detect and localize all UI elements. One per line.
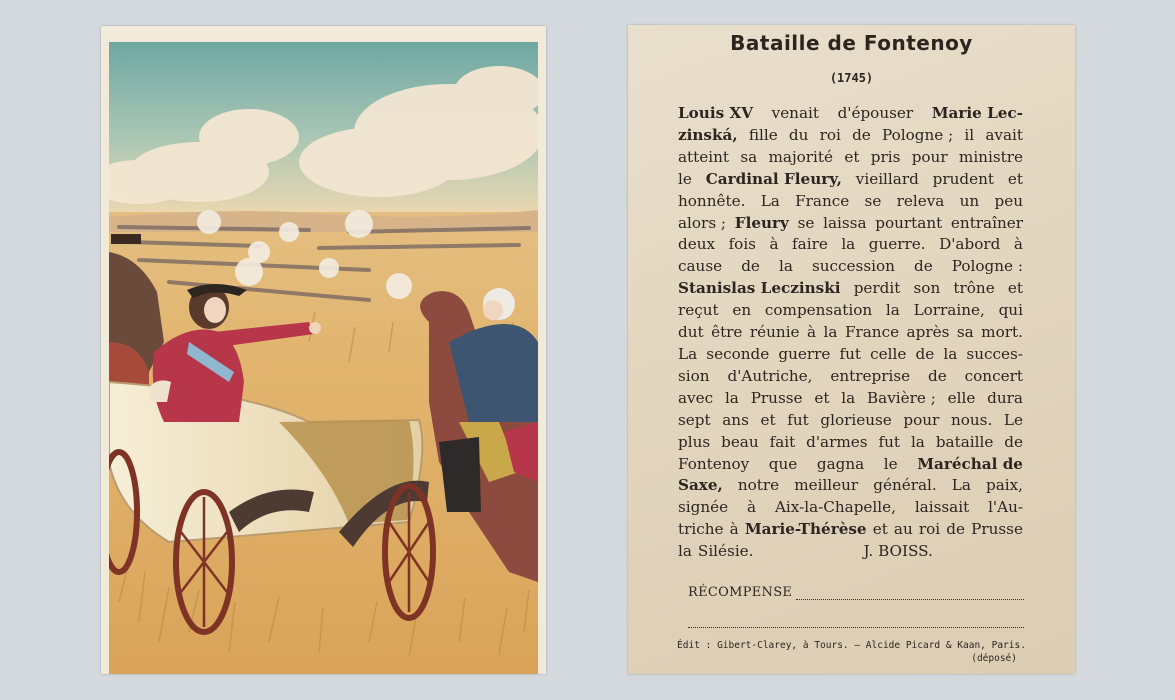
text-word: notre bbox=[737, 476, 780, 495]
text-word: Pologne ; bbox=[882, 125, 954, 144]
text-word: de bbox=[913, 257, 933, 276]
text-word: à bbox=[729, 520, 739, 539]
text-word: venait bbox=[771, 104, 819, 122]
text-word: Silésie. bbox=[697, 542, 754, 561]
text-word: et bbox=[814, 388, 830, 407]
text-word: peu bbox=[994, 191, 1023, 210]
text-word: sion bbox=[678, 366, 710, 385]
text-word: D'abord bbox=[939, 235, 1001, 254]
text-word: la bbox=[910, 432, 925, 451]
text-word: Marie-Thérèse bbox=[744, 520, 867, 539]
text-word: Saxe, bbox=[678, 476, 723, 495]
text-line bbox=[678, 344, 1023, 366]
text-word: alors ; bbox=[678, 213, 727, 232]
text-line bbox=[678, 475, 1023, 497]
text-word: mort. bbox=[981, 323, 1023, 342]
text-word: prudent bbox=[932, 169, 995, 188]
text-word: Cardinal Fleury, bbox=[705, 169, 842, 188]
divider-dotted-line bbox=[688, 627, 1024, 628]
text-word: la bbox=[678, 542, 692, 561]
text-line bbox=[678, 454, 1023, 476]
text-line bbox=[678, 234, 1023, 256]
text-word: Maréchal de bbox=[917, 454, 1023, 473]
text-word: atteint bbox=[678, 147, 729, 166]
text-word: Marie Lec- bbox=[931, 104, 1023, 122]
text-word: Lorraine, bbox=[913, 301, 985, 320]
text-line bbox=[678, 147, 1023, 169]
text-word: trône bbox=[953, 279, 995, 298]
text-word: laissait bbox=[914, 498, 970, 517]
text-line bbox=[678, 519, 1023, 541]
card-title: Bataille de Fontenoy bbox=[730, 31, 973, 55]
text-word: Aix-la-Chapelle, bbox=[774, 498, 896, 517]
text-word: en bbox=[732, 301, 752, 320]
text-word: de bbox=[741, 257, 760, 276]
text-word: fois bbox=[728, 235, 756, 254]
text-word: la bbox=[841, 235, 856, 254]
text-word: la bbox=[778, 257, 793, 276]
text-word: à bbox=[807, 323, 817, 342]
text-line bbox=[678, 103, 1023, 125]
text-word: guerre. bbox=[868, 235, 926, 254]
text-word: de bbox=[946, 520, 965, 539]
text-word: à bbox=[769, 235, 779, 254]
text-word: Pologne : bbox=[951, 257, 1023, 276]
text-word: Fleury bbox=[734, 213, 789, 232]
text-word: concert bbox=[964, 366, 1023, 385]
text-line bbox=[678, 366, 1023, 388]
text-word: de bbox=[852, 125, 871, 144]
text-line bbox=[678, 213, 1023, 235]
text-word: d'Autriche, bbox=[727, 366, 813, 385]
text-word: ministre bbox=[958, 147, 1023, 166]
text-word: perdit bbox=[853, 279, 901, 298]
text-word: du bbox=[788, 125, 809, 144]
recompense-label: RÉCOMPENSE bbox=[688, 585, 793, 600]
text-word: La bbox=[678, 344, 698, 363]
text-word: pour bbox=[911, 147, 948, 166]
text-word: Le bbox=[1003, 410, 1023, 429]
text-word: général. bbox=[873, 476, 937, 495]
text-word: Fontenoy bbox=[678, 454, 750, 473]
text-word: deux bbox=[678, 235, 716, 254]
text-word: France bbox=[795, 191, 850, 210]
text-word: France bbox=[844, 323, 900, 342]
text-word: J. BOISS. bbox=[863, 542, 933, 561]
text-word: être bbox=[711, 323, 743, 342]
text-word: sa bbox=[956, 323, 974, 342]
text-line bbox=[678, 541, 1023, 563]
text-word: fut bbox=[878, 432, 901, 451]
text-word: bataille bbox=[935, 432, 994, 451]
text-word: faire bbox=[792, 235, 828, 254]
text-word: Prusse bbox=[971, 520, 1023, 539]
text-word: que bbox=[768, 454, 798, 473]
text-word: roi bbox=[918, 520, 941, 539]
text-line bbox=[678, 410, 1023, 432]
text-word: d'armes bbox=[806, 432, 868, 451]
text-word: la bbox=[724, 388, 739, 407]
text-word: et bbox=[1007, 279, 1023, 298]
text-word: fait bbox=[769, 432, 796, 451]
text-word: sa bbox=[740, 147, 758, 166]
text-line bbox=[678, 256, 1023, 278]
text-word: Louis XV bbox=[678, 104, 754, 122]
text-line bbox=[678, 169, 1023, 191]
text-line bbox=[678, 497, 1023, 519]
text-word: réunie bbox=[749, 323, 800, 342]
text-word: entreprise bbox=[830, 366, 911, 385]
text-word: Stanislas Leczinski bbox=[678, 279, 841, 298]
text-word: reçut bbox=[678, 301, 719, 320]
text-word: après bbox=[906, 323, 950, 342]
text-word: La bbox=[951, 476, 971, 495]
text-word: et bbox=[844, 147, 860, 166]
text-word: majorité bbox=[768, 147, 834, 166]
text-word: dura bbox=[987, 388, 1023, 407]
text-word: vieillard bbox=[855, 169, 919, 188]
text-word: la bbox=[823, 323, 838, 342]
text-word: se bbox=[864, 191, 882, 210]
text-line bbox=[678, 125, 1023, 147]
text-word: dut bbox=[678, 323, 704, 342]
text-word: à bbox=[1013, 235, 1023, 254]
text-word: et bbox=[1007, 169, 1023, 188]
text-word: et bbox=[760, 410, 776, 429]
text-word: de bbox=[915, 344, 935, 363]
text-word: l'Au- bbox=[988, 498, 1023, 517]
publisher-line: Édit : Gibert-Clarey, à Tours. — Alcide Picard & Kaan, Paris. bbox=[677, 640, 1026, 651]
text-line bbox=[678, 432, 1023, 454]
depose-note: (déposé) bbox=[971, 653, 1017, 664]
text-word: au bbox=[893, 520, 913, 539]
text-word: seconde bbox=[706, 344, 770, 363]
text-word: et bbox=[872, 520, 888, 539]
text-word: plus bbox=[678, 432, 711, 451]
text-word: le bbox=[883, 454, 898, 473]
text-word: avait bbox=[985, 125, 1023, 144]
text-word: pourtant bbox=[875, 213, 943, 232]
text-word: Bavière ; bbox=[866, 388, 936, 407]
text-word: gagna bbox=[816, 454, 865, 473]
text-word: se bbox=[797, 213, 815, 232]
text-word: laissa bbox=[823, 213, 867, 232]
text-word: il bbox=[964, 125, 975, 144]
text-word: fille bbox=[748, 125, 778, 144]
illustrated-card-front bbox=[101, 26, 546, 674]
text-word: ans bbox=[722, 410, 749, 429]
text-word: honnête. bbox=[678, 191, 746, 210]
text-word: paix, bbox=[985, 476, 1023, 495]
text-word: de bbox=[1004, 432, 1023, 451]
text-word: guerre bbox=[778, 344, 831, 363]
text-word: d'épouser bbox=[837, 104, 914, 122]
text-word: la bbox=[841, 388, 856, 407]
text-word: succes- bbox=[966, 344, 1023, 363]
text-word: Prusse bbox=[750, 388, 803, 407]
text-word: fut bbox=[787, 410, 809, 429]
text-word: fut bbox=[839, 344, 862, 363]
text-word: compensation bbox=[764, 301, 873, 320]
text-word: avec bbox=[678, 388, 714, 407]
card-year: (1745) bbox=[829, 71, 874, 85]
text-word: elle bbox=[947, 388, 976, 407]
text-word: un bbox=[959, 191, 980, 210]
text-word: entraîner bbox=[950, 213, 1023, 232]
recompense-dotted-line bbox=[796, 599, 1024, 600]
text-word: cause bbox=[678, 257, 723, 276]
text-word: glorieuse bbox=[820, 410, 892, 429]
text-word: pour bbox=[903, 410, 940, 429]
text-line bbox=[678, 191, 1023, 213]
text-word: de bbox=[928, 366, 947, 385]
text-line bbox=[678, 278, 1023, 300]
text-word: nous. bbox=[950, 410, 993, 429]
text-line bbox=[678, 300, 1023, 322]
text-word: succession bbox=[811, 257, 895, 276]
text-word: la bbox=[885, 301, 900, 320]
text-word: sept bbox=[678, 410, 711, 429]
text-word: beau bbox=[721, 432, 759, 451]
text-word: celle bbox=[870, 344, 907, 363]
text-word: pris bbox=[870, 147, 901, 166]
text-word: releva bbox=[896, 191, 945, 210]
text-word: qui bbox=[998, 301, 1023, 320]
text-word: zinská, bbox=[678, 125, 738, 144]
text-word: son bbox=[913, 279, 941, 298]
text-word: meilleur bbox=[794, 476, 859, 495]
text-line bbox=[678, 388, 1023, 410]
text-word: signée bbox=[678, 498, 729, 517]
text-word: triche bbox=[678, 520, 724, 539]
text-word: roi bbox=[819, 125, 841, 144]
text-line bbox=[678, 322, 1023, 344]
text-word: le bbox=[678, 169, 692, 188]
text-word: La bbox=[760, 191, 780, 210]
text-word: la bbox=[943, 344, 958, 363]
text-word: à bbox=[747, 498, 757, 517]
history-text bbox=[678, 103, 1023, 563]
text-card-back bbox=[628, 25, 1075, 674]
battle-illustration bbox=[109, 42, 538, 674]
